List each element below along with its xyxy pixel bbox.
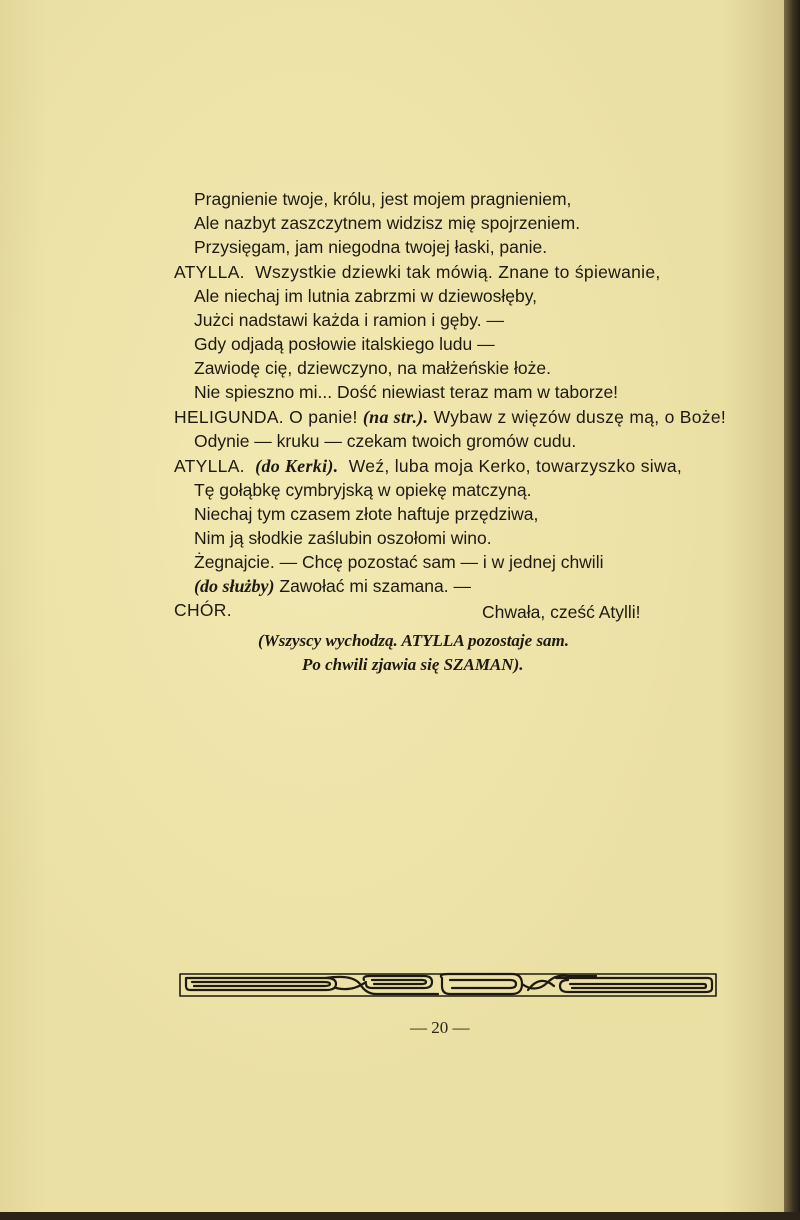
verse-text: Przysięgam, jam niegodna twojej łaski, panie. <box>194 237 548 257</box>
stage-direction-text: Po chwili zjawia się SZAMAN). <box>302 655 524 674</box>
speaker-name: ATYLLA. <box>174 262 245 282</box>
verse-line <box>194 357 551 379</box>
verse-line <box>194 285 537 307</box>
verse-text: Żegnajcie. — Chcę pozostać sam — i w jednej chwili <box>194 552 604 572</box>
verse-text: Ale nazbyt zaszczytnem widzisz mię spojrzeniem. <box>194 213 581 233</box>
verse-line <box>194 212 580 234</box>
page-bottom-edge <box>0 1212 800 1220</box>
speaker-name: ATYLLA. <box>174 456 245 476</box>
stage-direction-line <box>258 630 569 652</box>
chorus-speaker-line <box>174 599 232 621</box>
verse-text: Zawołać mi szamana. — <box>279 576 471 596</box>
verse-text: Nie spieszno mi... Dość niewiast teraz mam w taborze! <box>194 382 619 402</box>
decorative-ornament-border <box>176 968 722 1002</box>
verse-line <box>174 406 726 428</box>
verse-line <box>194 430 576 452</box>
verse-text: Ale niechaj im lutnia zabrzmi w dziewosłęby, <box>194 286 538 306</box>
verse-line <box>194 479 532 501</box>
verse-text: Chwała, cześć Atylli! <box>482 602 641 622</box>
verse-text: Zawiodę cię, dziewczyno, na małżeńskie łoże. <box>194 358 551 378</box>
verse-text: Tę gołąbkę cymbryjską w opiekę matczyną. <box>194 480 532 500</box>
page-number: — 20 — <box>410 1018 470 1037</box>
verse-text: Niechaj tym czasem złote haftuje przędziwa, <box>194 504 539 524</box>
verse-text: Pragnienie twoje, królu, jest mojem pragnieniem, <box>194 189 572 209</box>
stage-direction-inline: (do służby) <box>194 576 275 596</box>
verse-text: Nim ją słodkie zaślubin oszołomi wino. <box>194 528 492 548</box>
verse-text: Wszystkie dziewki tak mówią. Znane to śpiewanie, <box>255 262 661 282</box>
verse-line <box>194 503 538 525</box>
verse-line <box>194 527 492 549</box>
stage-direction-text: (Wszyscy wychodzą. ATYLLA pozostaje sam. <box>258 631 570 650</box>
chorus-verse <box>482 601 641 623</box>
verse-line <box>194 333 495 355</box>
verse-text: O panie! <box>289 407 358 427</box>
book-spine-edge <box>784 0 800 1220</box>
stage-direction-line <box>302 654 524 676</box>
speaker-name: HELIGUNDA. <box>174 407 284 427</box>
stage-direction-inline: (na str.). <box>362 407 429 427</box>
verse-line <box>194 381 618 403</box>
stage-direction-inline: (do Kerki). <box>255 456 339 476</box>
speaker-name: CHÓR. <box>174 600 232 620</box>
verse-line <box>194 188 571 210</box>
verse-line <box>194 551 603 573</box>
verse-text: Weź, luba moja Kerko, towarzyszko siwa, <box>348 456 683 476</box>
verse-text: Wybaw z więzów duszę mą, o Boże! <box>433 407 727 427</box>
verse-line <box>194 575 471 597</box>
verse-text: Gdy odjadą posłowie italskiego ludu — <box>194 334 495 354</box>
verse-text: Jużci nadstawi każda i ramion i gęby. — <box>194 310 504 330</box>
verse-line <box>174 455 682 477</box>
verse-line <box>194 309 504 331</box>
verse-line <box>194 236 547 258</box>
verse-text: Odynie — kruku — czekam twoich gromów cudu. <box>194 431 577 451</box>
verse-line <box>174 261 661 283</box>
